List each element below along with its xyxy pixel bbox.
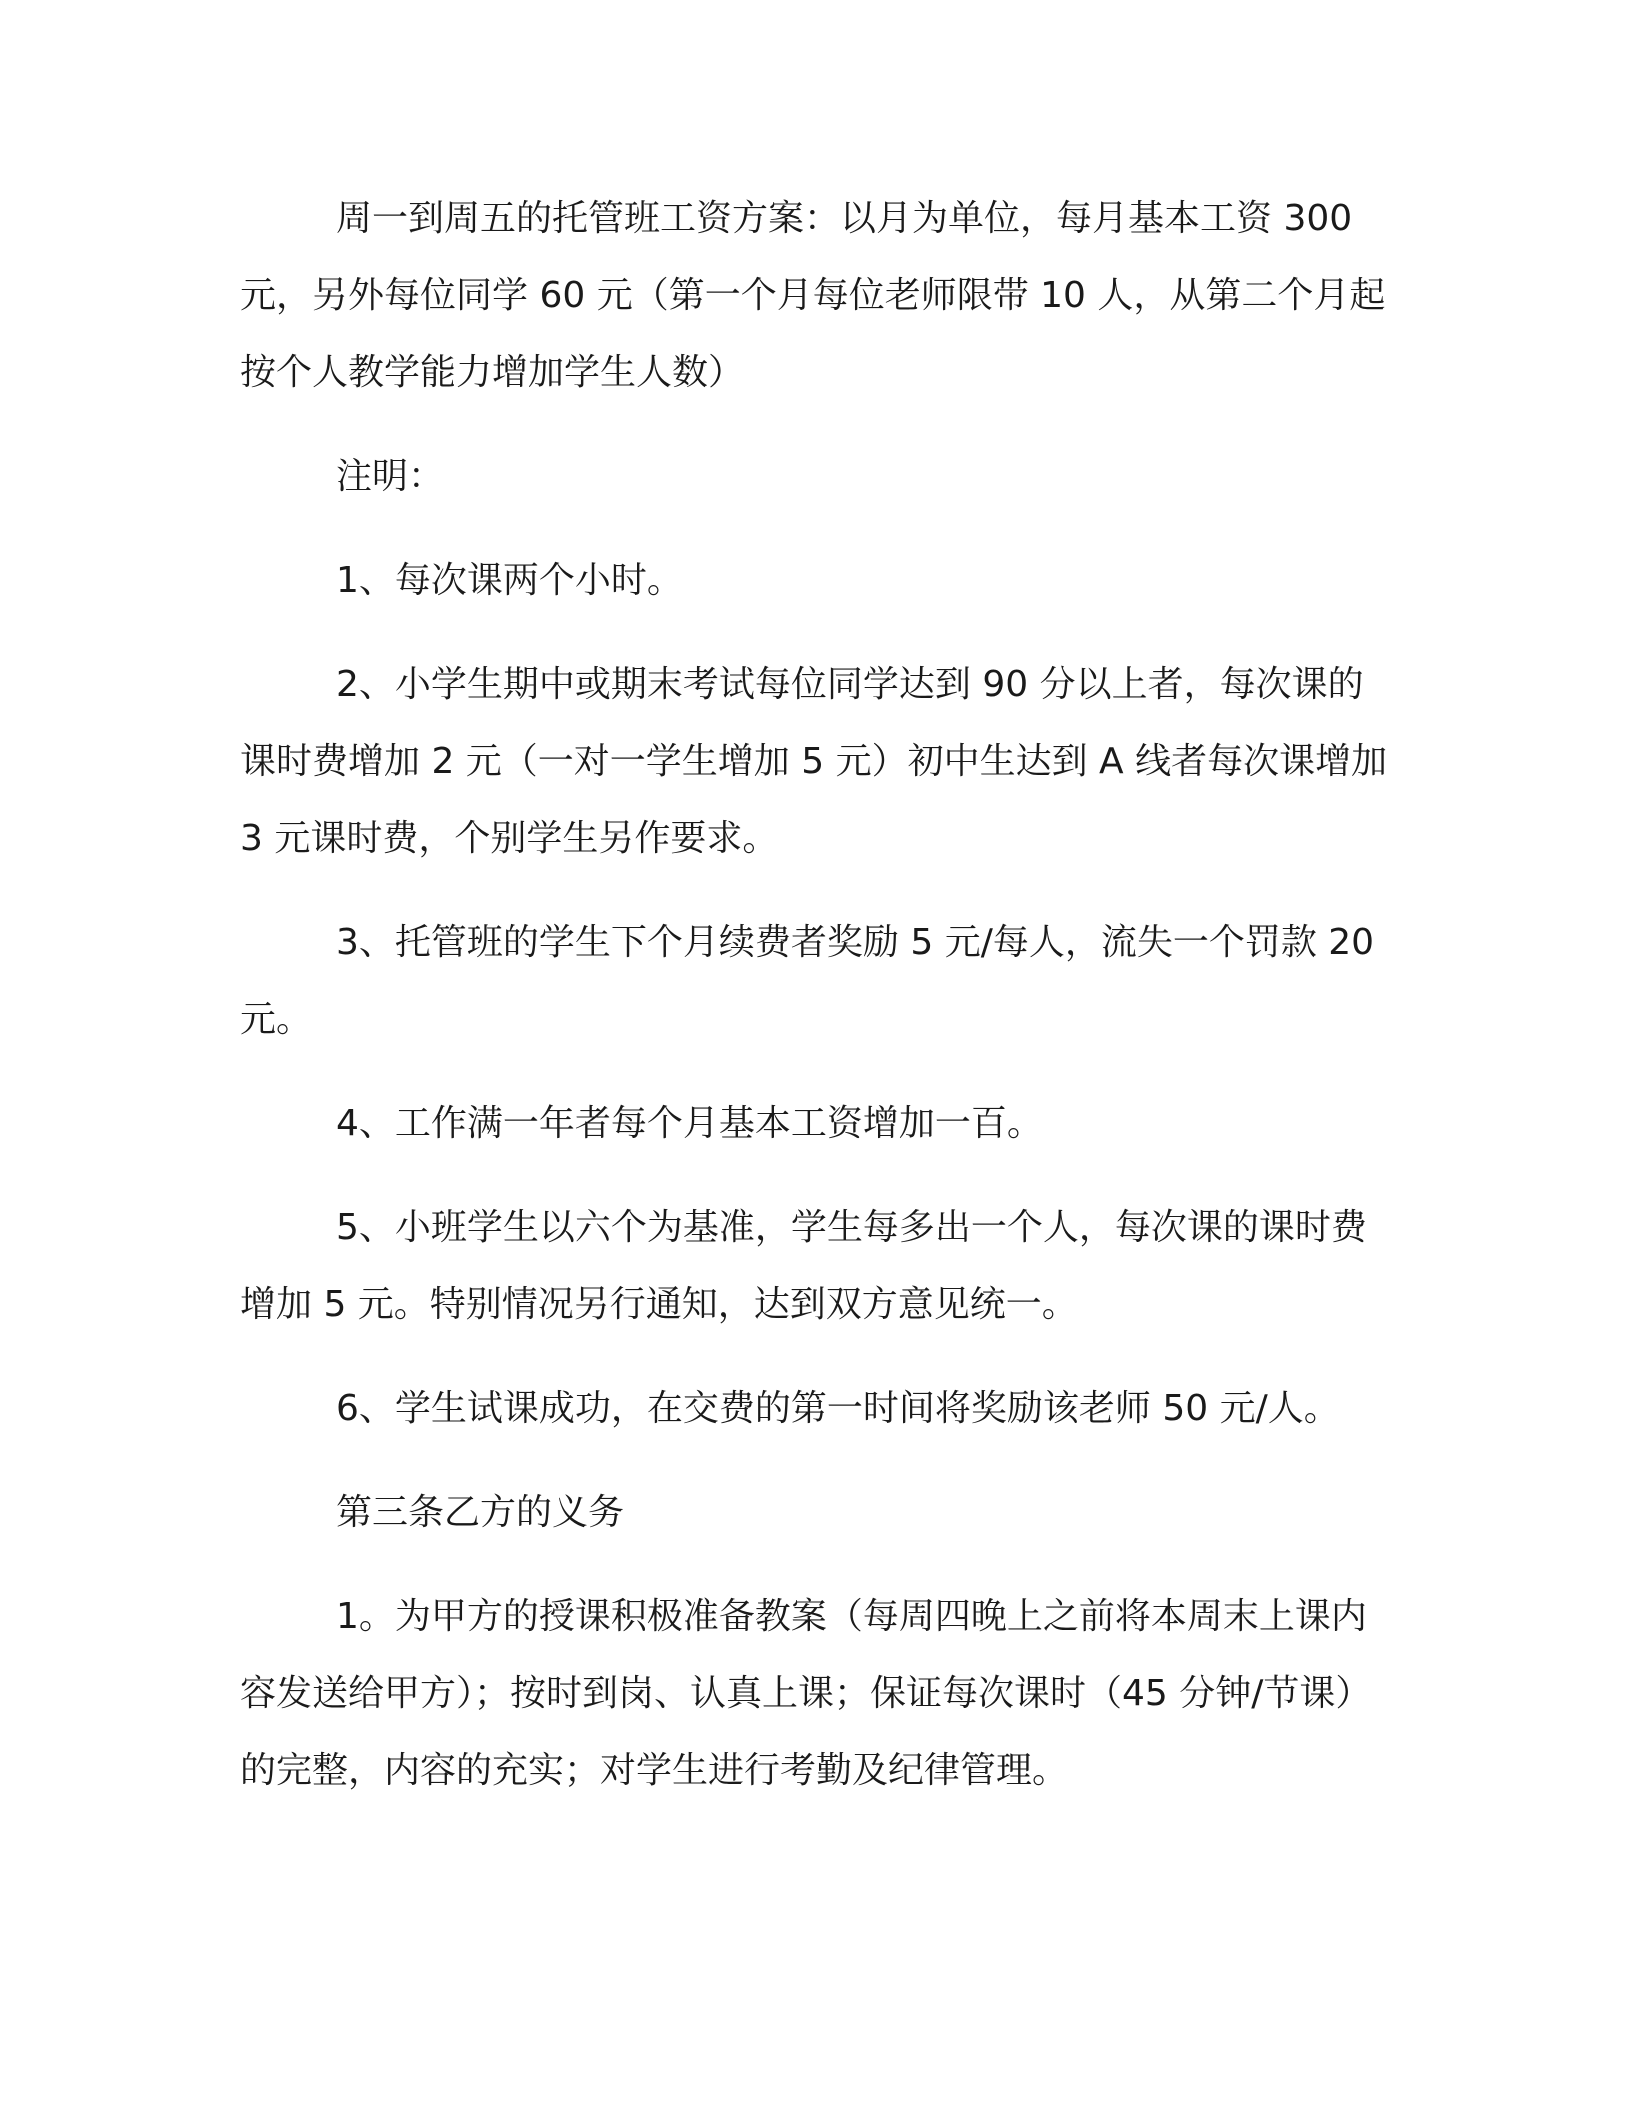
paragraph-item-1: 1、每次课两个小时。 [336,560,683,601]
paragraph-salary-plan: 周一到周五的托管班工资方案：以月为单位，每月基本工资 300 元，另外每位同学 60 元（第一个月每位老师限带 10 人，从第二个月起按个人教学能力增加学生人数） [240,198,1386,393]
paragraph-note-heading: 注明： [336,456,445,497]
paragraph-item-4: 4、工作满一年者每个月基本工资增加一百。 [336,1103,1043,1144]
section-heading-article-3: 第三条乙方的义务 [336,1492,625,1533]
document-page [240,180,1390,1836]
paragraph-obligation-1: 1。为甲方的授课积极准备教案（每周四晚上之前将本周末上课内容发送给甲方）；按时到岗、认真上课；保证每次课时（45 分钟/节课）的完整，内容的充实；对学生进行考勤及纪律管理。 [240,1596,1372,1791]
paragraph-item-5: 5、小班学生以六个为基准，学生每多出一个人，每次课的课时费增加 5 元。特别情况另行通知，达到双方意见统一。 [240,1207,1367,1325]
paragraph-item-2: 2、小学生期中或期末考试每位同学达到 90 分以上者，每次课的课时费增加 2 元（一对一学生增加 5 元）初中生达到 A 线者每次课增加 3 元课时费，个别学生另作要求。 [240,664,1388,859]
paragraph-item-6: 6、学生试课成功，在交费的第一时间将奖励该老师 50 元/人。 [336,1388,1340,1429]
paragraph-item-3: 3、托管班的学生下个月续费者奖励 5 元/每人，流失一个罚款 20 元。 [240,922,1375,1040]
